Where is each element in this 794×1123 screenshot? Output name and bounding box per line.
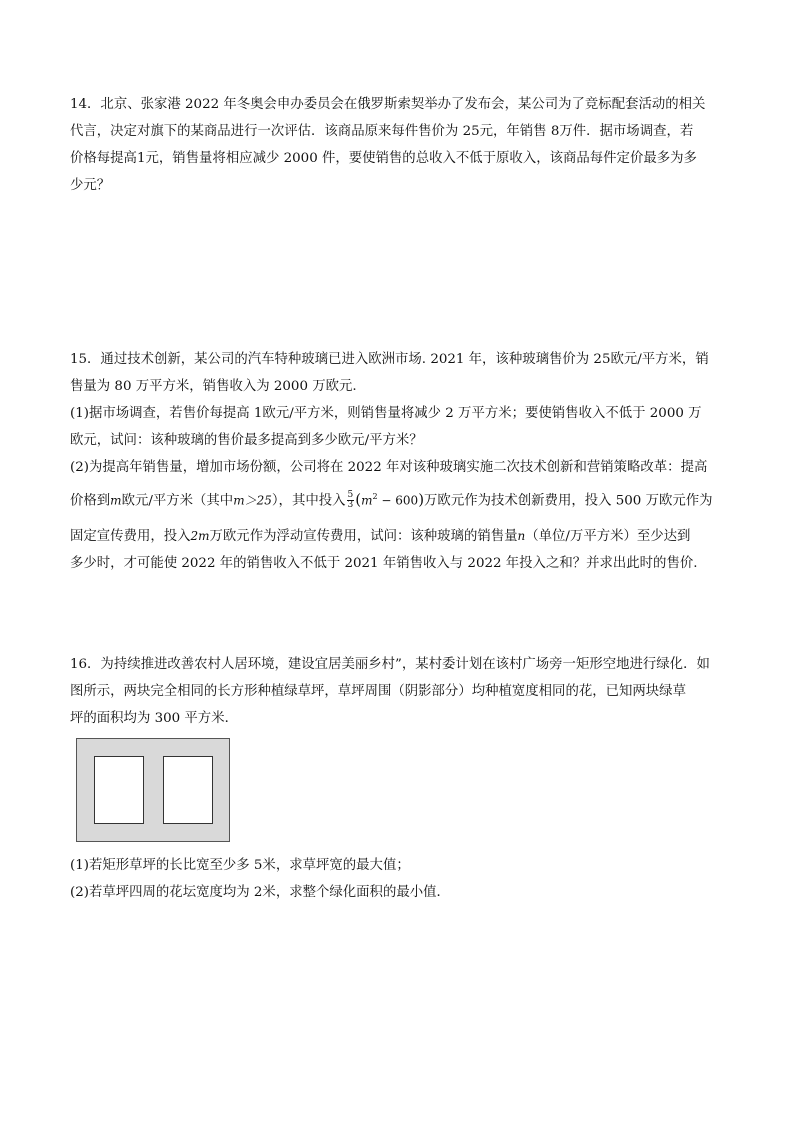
text: ），其中投入	[271, 493, 346, 509]
text: 欧元/平方米（其中	[121, 493, 234, 509]
lawn-rect-left	[94, 756, 144, 824]
q15-part1-line-1: (1)据市场调查，若售价每提高 1欧元/平方米，则销售量将减少 2 万平方米；要使销售收入不低于 2000 万	[70, 406, 702, 421]
math-condition: m＞25	[233, 493, 272, 508]
q16-part1: (1)若矩形草坪的长比宽至少多 5米，求草坪宽的最大值；	[70, 858, 410, 873]
q15-part2-line-3	[70, 527, 690, 546]
q15-part2-line-1: (2)为提高年销售量，增加市场份额，公司将在 2022 年对该种玻璃实施二次技术创新和营销策略改革：提高	[70, 460, 708, 475]
math-m: m	[361, 493, 373, 508]
lawn-diagram	[76, 738, 230, 842]
math-n: n	[517, 529, 526, 543]
q14-line-2: 代言，决定对旗下的某商品进行一次评估．该商品原来每件售价为 25元，年销售 8万件．据市场调查，若	[70, 124, 694, 139]
q15-line-1: 15．通过技术创新，某公司的汽车特种玻璃已进入欧洲市场. 2021 年，该种玻璃售价为 25欧元/平方米，销	[70, 352, 709, 367]
text: 万欧元作为技术创新费用，投入 500 万欧元作为	[424, 493, 713, 509]
q16-part2: (2)若草坪四周的花坛宽度均为 2米，求整个绿化面积的最小值．	[70, 885, 450, 900]
fraction-numerator: 5	[347, 490, 354, 501]
q15-part2-line-2	[70, 488, 713, 510]
math-expr: − 600	[377, 493, 419, 508]
math-exponent: 2	[372, 492, 378, 501]
text: 万欧元作为浮动宣传费用，试问：该种玻璃的销售量	[209, 529, 518, 544]
paren-open: (	[355, 490, 362, 509]
q15-part1-line-2: 欧元，试问：该种玻璃的售价最多提高到多少欧元/平方米？	[70, 433, 423, 448]
fraction-denominator: 3	[347, 500, 354, 511]
q16-line-1: 16．为持续推进改善农村人居环境，建设宜居美丽乡村”，某村委计划在该村广场旁一矩形空地进行绿化．如	[70, 657, 710, 672]
text: 固定宣传费用，投入	[70, 529, 191, 544]
q14-line-4: 少元？	[70, 178, 111, 193]
q15-part2-line-4: 多少时，才可能使 2022 年的销售收入不低于 2021 年销售收入与 2022 年投入之和？并求出此时的售价.	[70, 556, 698, 571]
paren-close: )	[418, 490, 425, 509]
lawn-rect-right	[163, 756, 213, 824]
math-2m: 2m	[190, 529, 210, 543]
q15-line-2: 售量为 80 万平方米，销售收入为 2000 万欧元.	[70, 379, 357, 394]
q14-line-1: 14．北京、张家港 2022 年冬奥会申办委员会在俄罗斯索契举办了发布会，某公司为了竞标配套活动的相关	[70, 97, 706, 112]
q14-line-3: 价格每提高1元，销售量将相应减少 2000 件，要使销售的总收入不低于原收入，该商品每件定价最多为多	[70, 151, 697, 166]
text: （单位/万平方米）至少达到	[525, 529, 691, 544]
q16-line-3: 坪的面积均为 300 平方米．	[70, 711, 238, 726]
fraction	[347, 491, 355, 510]
text: 价格到	[70, 493, 111, 509]
q16-line-2: 图所示，两块完全相同的长方形种植绿草坪，草坪周围（阴影部分）均种植宽度相同的花，已知两块绿草	[70, 684, 686, 699]
math-m: m	[110, 493, 122, 508]
